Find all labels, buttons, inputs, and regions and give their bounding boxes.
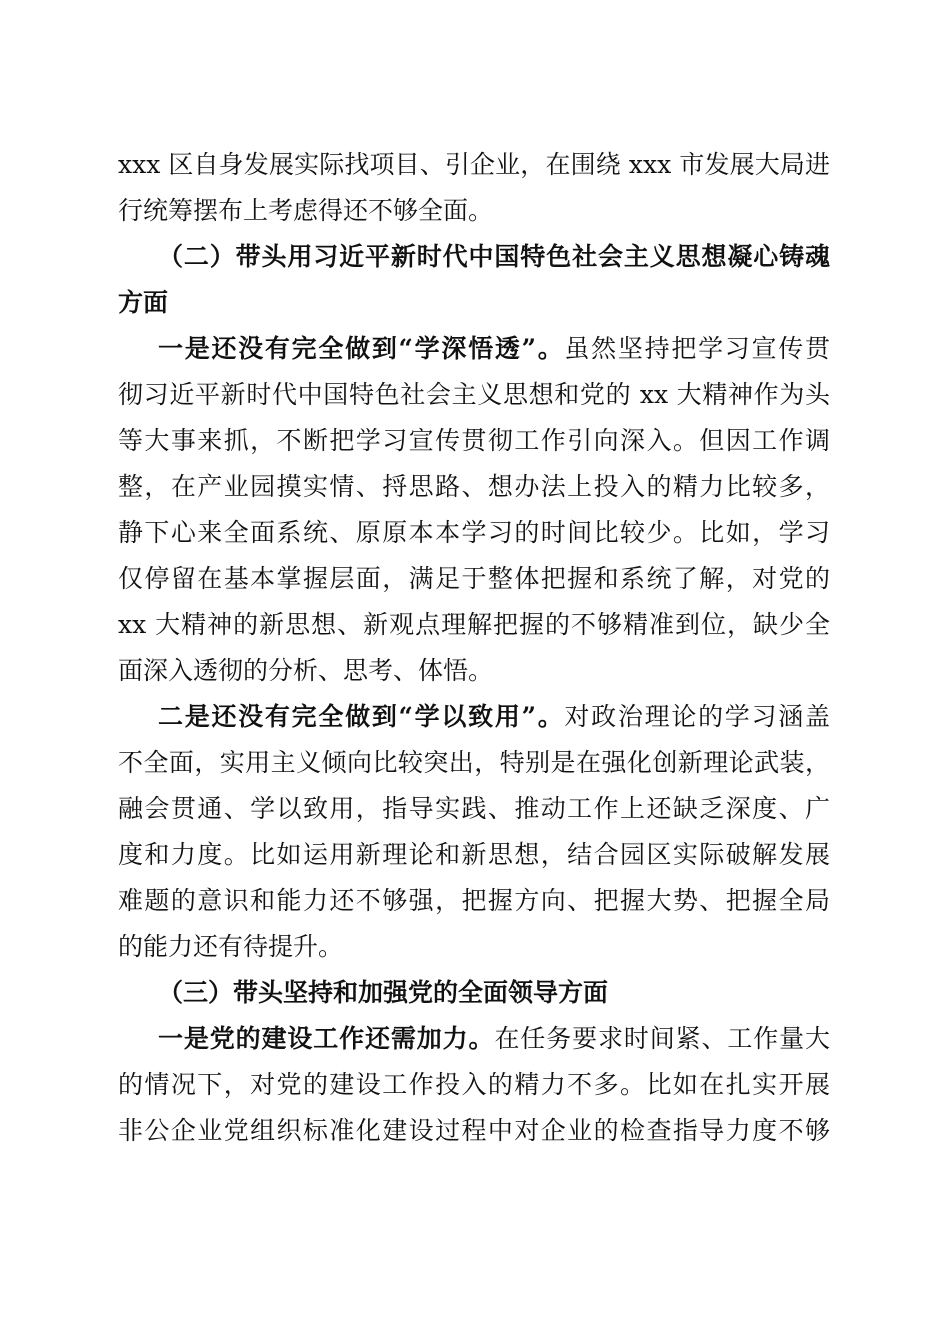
paragraph-lead: 二是还没有完全做到“学以致用”。 xyxy=(158,702,565,731)
paragraph-text: 虽然坚持把学习宣传贯 xyxy=(564,334,830,363)
paragraph-first-line xyxy=(118,694,830,740)
text-line: 非公企业党组织标准化建设过程中对企业的检查指导力度不够 xyxy=(118,1116,830,1145)
text-line: 等大事来抓，不断把学习宣传贯彻工作引向深入。但因工作调 xyxy=(118,426,830,455)
text-line: xx 大精神的新思想、新观点理解把握的不够精准到位，缺少全 xyxy=(118,610,830,639)
text-line: xxx 区自身发展实际找项目、引企业，在围绕 xxx 市发展大局进 xyxy=(118,150,830,179)
paragraph-first-line xyxy=(118,326,830,372)
text-line: 仅停留在基本掌握层面，满足于整体把握和系统了解，对党的 xyxy=(118,564,830,593)
paragraph-first-line xyxy=(118,1016,830,1062)
text-line: 静下心来全面系统、原原本本学习的时间比较少。比如，学习 xyxy=(118,518,830,547)
text-line: 面深入透彻的分析、思考、体悟。 xyxy=(118,656,494,685)
text-line: 行统筹摆布上考虑得还不够全面。 xyxy=(118,196,494,225)
text-line: 不全面，实用主义倾向比较突出，特别是在强化创新理论武装， xyxy=(118,748,830,777)
text-line: 的情况下，对党的建设工作投入的精力不多。比如在扎实开展 xyxy=(118,1070,830,1099)
section-heading: （三）带头坚持和加强党的全面领导方面 xyxy=(158,978,609,1007)
text-line: 融会贯通、学以致用，指导实践、推动工作上还缺乏深度、广 xyxy=(118,794,830,823)
text-line: 度和力度。比如运用新理论和新思想，结合园区实际破解发展 xyxy=(118,840,830,869)
paragraph-text: 对政治理论的学习涵盖 xyxy=(564,702,830,731)
paragraph-lead: 一是党的建设工作还需加力。 xyxy=(158,1024,495,1053)
paragraph-text: 在任务要求时间紧、工作量大 xyxy=(494,1024,830,1053)
text-line: 整，在产业园摸实情、捋思路、想办法上投入的精力比较多， xyxy=(118,472,830,501)
text-line: 的能力还有待提升。 xyxy=(118,932,344,961)
section-heading-cont: 方面 xyxy=(118,288,169,317)
paragraph-lead: 一是还没有完全做到“学深悟透”。 xyxy=(158,334,565,363)
text-line: 难题的意识和能力还不够强，把握方向、把握大势、把握全局 xyxy=(118,886,830,915)
text-line: 彻习近平新时代中国特色社会主义思想和党的 xx 大精神作为头 xyxy=(118,380,830,409)
section-heading: （二）带头用习近平新时代中国特色社会主义思想凝心铸魂 xyxy=(158,242,830,271)
document-page xyxy=(118,142,830,1154)
